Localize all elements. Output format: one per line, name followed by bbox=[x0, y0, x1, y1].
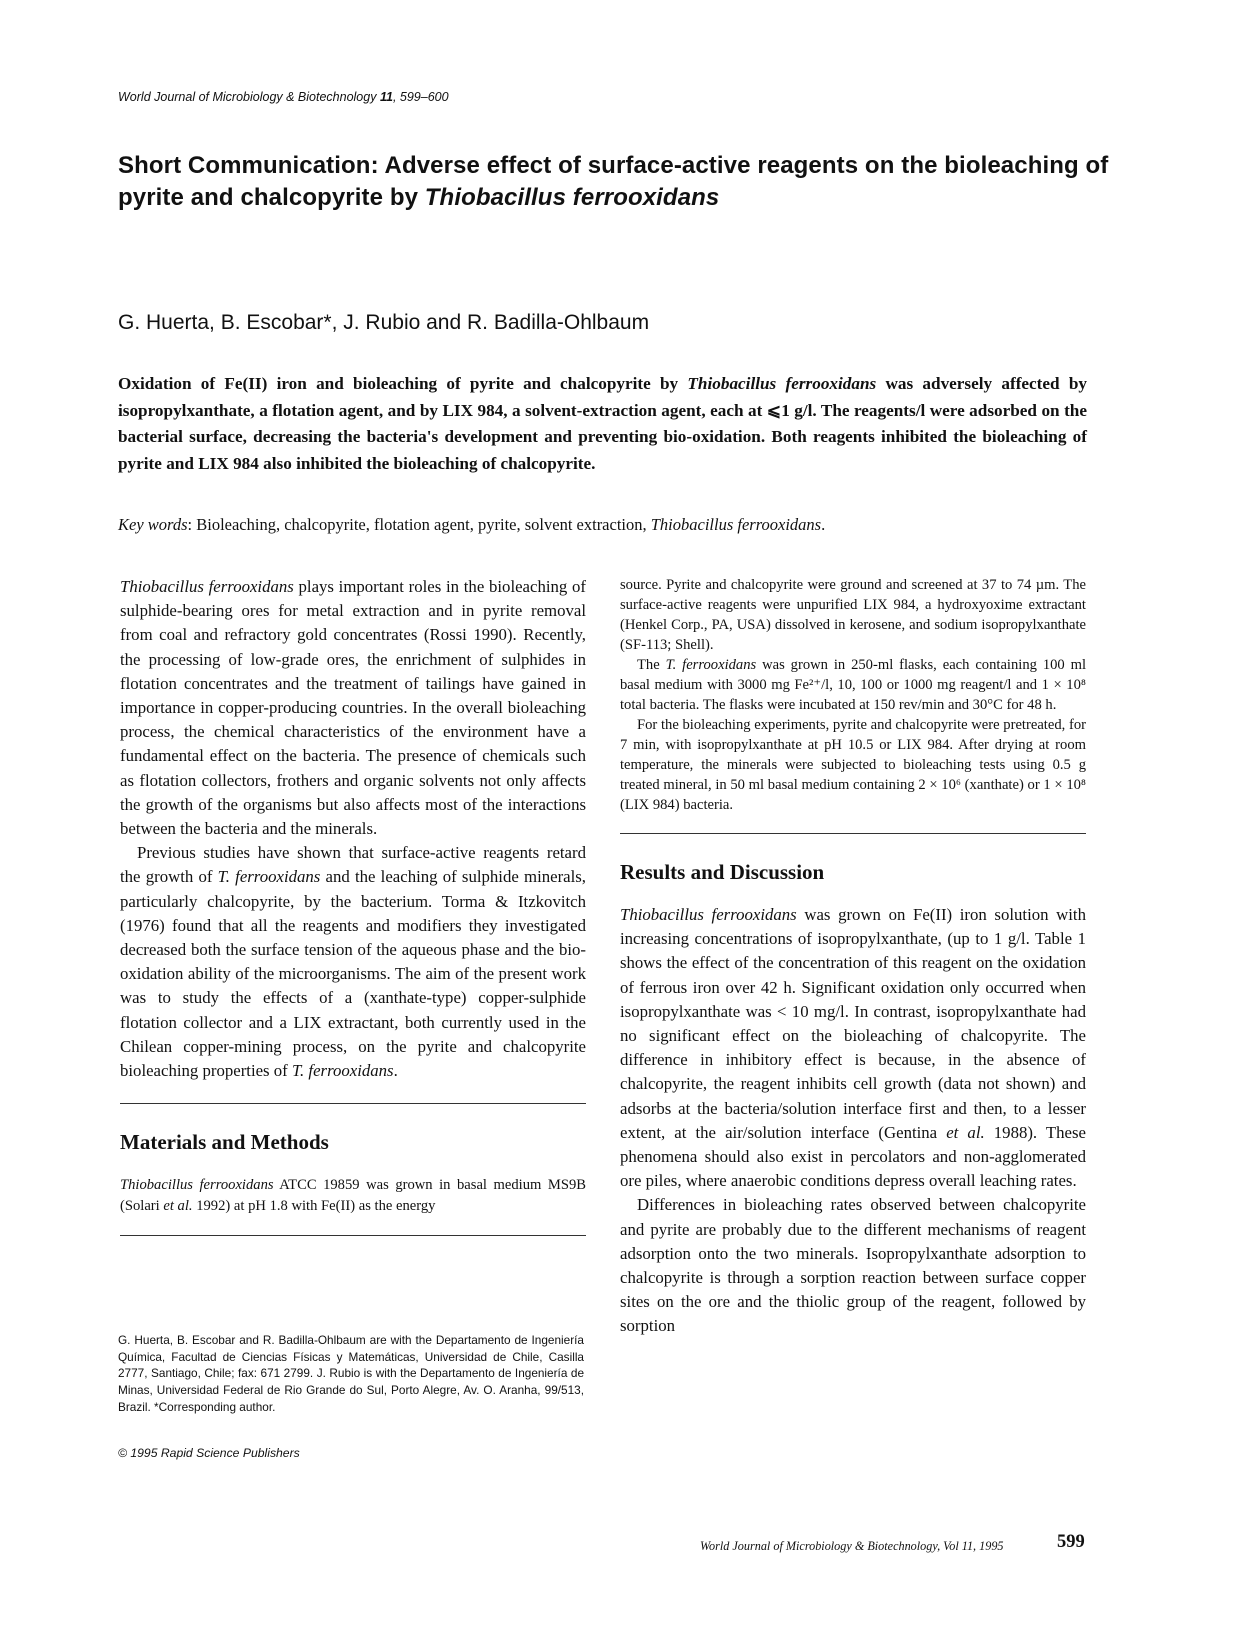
intro-organism: Thiobacillus ferrooxidans bbox=[120, 577, 294, 596]
keywords-label: Key words bbox=[118, 515, 188, 534]
copyright-notice: © 1995 Rapid Science Publishers bbox=[118, 1446, 300, 1460]
footnote-divider bbox=[120, 1235, 586, 1236]
methods-text-1a: ATCC 19859 was grown in basal medium MS9B (Solari bbox=[120, 1177, 586, 1215]
footer-journal: World Journal of Microbiology & Biotechnology, Vol 11, 1995 bbox=[700, 1539, 1004, 1553]
article-title bbox=[118, 150, 1128, 214]
methods-organism: Thiobacillus ferrooxidans bbox=[120, 1177, 274, 1194]
keywords bbox=[118, 515, 825, 535]
results-etal: et al. bbox=[946, 1122, 985, 1142]
running-head bbox=[118, 90, 449, 104]
abstract bbox=[118, 371, 1087, 477]
right-column bbox=[620, 575, 1086, 1339]
methods-paragraph-2 bbox=[620, 655, 1086, 715]
abstract-part-2: was adversely affected by isopropylxanthate, a flotation agent, and by LIX 984, a solvent-extraction agent, each at ⩽1 g/l. The reagents/l were adsorbed on the bacterial surface, decreasing the bacteria's development and preventing bio-oxidation. Both reagents inhibited the bioleaching of pyrite and LIX 984 also inhibited the bioleaching of chalcopyrite. bbox=[118, 374, 1087, 473]
abstract-part-1: Oxidation of Fe(II) iron and bioleaching of pyrite and chalcopyrite by bbox=[118, 374, 688, 393]
running-head-journal: World Journal of Microbiology & Biotechnology bbox=[118, 90, 377, 104]
results-heading: Results and Discussion bbox=[620, 860, 825, 884]
methods-continued: source. Pyrite and chalcopyrite were ground and screened at 37 to 74 µm. The surface-active reagents were unpurified LIX 984, a hydroxyoxime extractant (Henkel Corp., PA, USA) dissolved in kerosene, and sodium isopropylxanthate (SF-113; Shell). bbox=[620, 577, 1086, 653]
keywords-end: . bbox=[821, 515, 826, 534]
abstract-organism: Thiobacillus ferrooxidans bbox=[687, 374, 877, 393]
intro-text-2a: Previous studies have shown that surface-active reagents retard the growth of bbox=[120, 843, 586, 887]
intro-text-1: plays important roles in the bioleaching of sulphide-bearing ores for metal extraction and in pyrite removal from coal and refractory gold concentrates (Rossi 1990). Recently, the processing of low-grade ores, the enrichment of sulphides in flotation concentrates and the treatment of tailings have gained in importance in copper-producing countries. In the overall bioleaching process, the chemical characteristics of the environment have a fundamental effect on the bacteria. The presence of chemicals such as flotation collectors, frothers and organic solvents not only affects the growth of the organisms but also affects most of the interactions between the bacteria and the minerals. bbox=[120, 577, 586, 839]
section-divider bbox=[620, 833, 1086, 834]
results-organism: Thiobacillus ferrooxidans bbox=[620, 905, 797, 924]
intro-organism-3: T. ferrooxidans bbox=[291, 1061, 394, 1081]
article-title-text: Short Communication: Adverse effect of surface-active reagents on the bioleaching of pyrite and chalcopyrite by bbox=[118, 152, 1109, 211]
methods-paragraph-1 bbox=[120, 1175, 586, 1217]
results-text-1b: 1988). These phenomena should also exist in percolators and non-agglomerated ore piles, where anaerobic conditions depress overall leaching rates. bbox=[620, 1122, 1086, 1191]
methods-organism-2: T. ferrooxidans bbox=[665, 657, 757, 673]
methods-text-1b: 1992) at pH 1.8 with Fe(II) as the energy bbox=[192, 1198, 436, 1215]
section-divider bbox=[120, 1103, 586, 1104]
running-head-pages: , 599–600 bbox=[392, 90, 449, 104]
author-affiliations-footnote: G. Huerta, B. Escobar and R. Badilla-Ohlbaum are with the Departamento de Ingeniería Química, Facultad de Ciencias Físicas y Matemáticas, Universidad de Chile, Casilla 2777, Santiago, Chile; fax: 671 2799. J. Rubio is with the Departamento de Ingeniería de Minas, Universidad Federal de Rio Grande do Sul, Porto Alegre, Av. O. Aranha, 99/513, Brazil. *Corresponding author. bbox=[118, 1333, 584, 1414]
keywords-list: : Bioleaching, chalcopyrite, flotation agent, pyrite, solvent extraction, bbox=[187, 515, 651, 534]
author-list: G. Huerta, B. Escobar*, J. Rubio and R. Badilla-Ohlbaum bbox=[118, 311, 650, 334]
results-paragraph-1 bbox=[620, 903, 1086, 1193]
methods-heading: Materials and Methods bbox=[120, 1130, 329, 1155]
results-paragraph-2: Differences in bioleaching rates observed between chalcopyrite and pyrite are probably due to the different mechanisms of reagent adsorption onto the two minerals. Isopropylxanthate adsorption to chalcopyrite is through a sorption reaction between surface copper sites on the ore and the thiolic group of the reagent, followed by sorption bbox=[620, 1195, 1086, 1336]
results-text-1a: was grown on Fe(II) iron solution with increasing concentrations of isopropylxanthate, (up to 1 g/l. Table 1 shows the effect of the concentration of this reagent on the oxidation of ferrous iron over 42 h. Significant oxidation only occurred when isopropylxanthate was < 10 mg/l. In contrast, isopropylxanthate had no significant effect on the bioleaching of chalcopyrite. The difference in inhibitory effect is because, in the absence of chalcopyrite, the reagent inhibits cell growth (data not shown) and adsorbs at the bacteria/solution interface first and then, to a lesser extent, at the air/solution interface (Gentina bbox=[620, 905, 1086, 1142]
methods-paragraph-3: For the bioleaching experiments, pyrite and chalcopyrite were pretreated, for 7 min, with isopropylxanthate at pH 10.5 or LIX 984. After drying at room temperature, the minerals were subjected to bioleaching tests using 0.5 g treated mineral, in 50 ml basal medium containing 2 × 10⁶ (xanthate) or 1 × 10⁸ (LIX 984) bacteria. bbox=[620, 717, 1086, 813]
methods-text-2b: was grown in 250-ml flasks, each containing 100 ml basal medium with 3000 mg Fe²⁺/l, 10, 100 or 1000 mg reagent/l and 1 × 10⁸ total bacteria. The flasks were incubated at 150 rev/min and 30°C for 48 h. bbox=[620, 657, 1087, 713]
article-title-organism: Thiobacillus ferrooxidans bbox=[424, 184, 720, 211]
intro-text-2b: and the leaching of sulphide minerals, particularly chalcopyrite, by the bacterium. Torma & Itzkovitch (1976) found that all the reagents and modifiers they investigated decreased both the surface tension of the aqueous phase and the bio-oxidation ability of the microorganisms. The aim of the present work was to study the effects of a (xanthate-type) copper-sulphide flotation collector and a LIX extractant, both currently used in the Chilean copper-mining process, on the pyrite and chalcopyrite bioleaching properties of bbox=[120, 867, 586, 1081]
page-number: 599 bbox=[1057, 1532, 1085, 1552]
methods-text-2a: The bbox=[637, 657, 666, 673]
intro-paragraph-2 bbox=[120, 841, 586, 1083]
keywords-organism: Thiobacillus ferrooxidans bbox=[650, 515, 822, 534]
intro-organism-2: T. ferrooxidans bbox=[217, 867, 321, 887]
running-head-volume: 11 bbox=[379, 90, 393, 104]
methods-etal: et al. bbox=[163, 1198, 193, 1215]
intro-paragraph-1 bbox=[120, 575, 586, 841]
intro-text-2c: . bbox=[393, 1061, 398, 1081]
left-column bbox=[120, 575, 586, 1236]
